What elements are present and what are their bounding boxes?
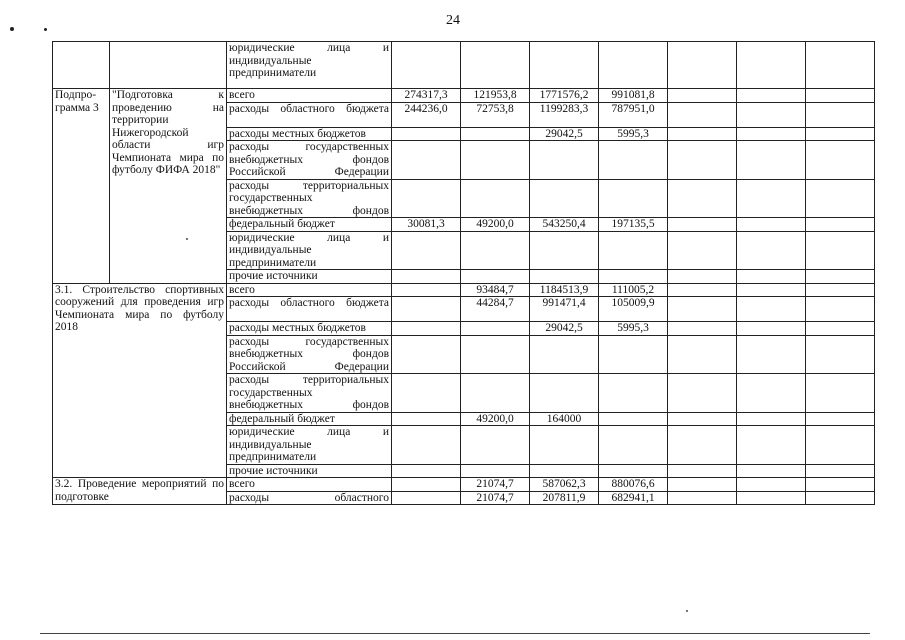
scan-speck [686,610,688,612]
empty-cell [668,464,737,478]
table-row [53,283,875,297]
page-bottom-rule [40,633,870,634]
value-cell [599,141,668,180]
value-cell [461,374,530,413]
value-cell [599,179,668,218]
empty-cell [668,426,737,465]
empty-cell [737,127,806,141]
value-cell: 44284,7 [461,297,530,322]
empty-cell [668,374,737,413]
value-cell: 21074,7 [461,478,530,492]
empty-cell [668,491,737,505]
empty-cell [392,42,461,89]
funding-source-cell: расходы местных бюджетов [227,127,392,141]
value-cell [392,426,461,465]
empty-cell [806,270,875,284]
empty-cell [668,478,737,492]
funding-source-cell: расходы местных бюджетов [227,322,392,336]
margin-dot-mark [44,28,47,31]
empty-cell [737,141,806,180]
value-cell: 787951,0 [599,102,668,127]
value-cell: 244236,0 [392,102,461,127]
empty-cell [737,102,806,127]
subprogram-name: "Подготовка к проведению на территории Нижегородской области игр Чемпионата мира по футболу ФИФА 2018" [110,89,227,284]
value-cell [392,478,461,492]
value-cell: 164000 [530,412,599,426]
empty-cell [737,42,806,89]
value-cell: 1771576,2 [530,89,599,103]
empty-cell [668,102,737,127]
value-cell [599,270,668,284]
empty-cell [668,297,737,322]
value-cell: 587062,3 [530,478,599,492]
value-cell: 105009,9 [599,297,668,322]
empty-cell [668,127,737,141]
funding-source-cell: юридические лица и индивидуальные предприниматели [227,231,392,270]
value-cell [461,322,530,336]
value-cell [392,335,461,374]
activity-name: 3.1. Строительство спортивных сооружений для проведения игр Чемпионата мира по футболу 2018 [53,283,227,478]
value-cell: 207811,9 [530,491,599,505]
subprogram-code: Подпро-грамма 3 [53,89,110,284]
value-cell: 543250,4 [530,218,599,232]
funding-source-cell: прочие источники [227,464,392,478]
empty-cell [530,42,599,89]
value-cell: 49200,0 [461,218,530,232]
value-cell [530,141,599,180]
funding-source-cell: юридические лица и индивидуальные предприниматели [227,42,392,89]
value-cell: 682941,1 [599,491,668,505]
value-cell: 121953,8 [461,89,530,103]
value-cell: 197135,5 [599,218,668,232]
value-cell: 29042,5 [530,322,599,336]
value-cell [530,335,599,374]
funding-source-cell: расходы областного бюджета [227,102,392,127]
value-cell [530,179,599,218]
empty-cell [668,179,737,218]
value-cell [461,141,530,180]
empty-cell [737,322,806,336]
empty-cell [806,42,875,89]
empty-cell [806,322,875,336]
page-number: 24 [446,13,460,28]
empty-cell [806,297,875,322]
value-cell: 880076,6 [599,478,668,492]
value-cell [461,335,530,374]
value-cell [599,412,668,426]
table-row [53,89,875,103]
empty-cell [806,426,875,465]
empty-cell [668,335,737,374]
value-cell: 49200,0 [461,412,530,426]
funding-source-cell: расходы областного бюджета [227,297,392,322]
empty-cell [668,42,737,89]
value-cell [461,179,530,218]
empty-cell [668,322,737,336]
value-cell: 111005,2 [599,283,668,297]
empty-cell [668,218,737,232]
margin-dot-mark [10,27,14,31]
empty-cell [737,426,806,465]
budget-table-body [53,42,875,505]
value-cell: 30081,3 [392,218,461,232]
value-cell [392,283,461,297]
funding-source-cell: всего [227,478,392,492]
value-cell: 1184513,9 [530,283,599,297]
empty-cell [668,270,737,284]
value-cell: 72753,8 [461,102,530,127]
value-cell: 991471,4 [530,297,599,322]
empty-cell [737,412,806,426]
value-cell [392,141,461,180]
budget-table [52,41,875,505]
funding-source-cell: всего [227,89,392,103]
empty-cell [806,218,875,232]
empty-cell [737,270,806,284]
empty-cell [806,491,875,505]
value-cell [392,464,461,478]
empty-cell [737,179,806,218]
empty-cell [668,412,737,426]
empty-cell [806,231,875,270]
empty-cell [737,478,806,492]
empty-cell [737,297,806,322]
value-cell [392,179,461,218]
value-cell [599,335,668,374]
value-cell: 5995,3 [599,322,668,336]
funding-source-cell: всего [227,283,392,297]
value-cell [530,464,599,478]
value-cell [461,270,530,284]
value-cell [530,270,599,284]
empty-cell [668,283,737,297]
funding-source-cell: расходы территориальных государственных внебюджетных фондов [227,374,392,413]
value-cell [599,374,668,413]
empty-cell [737,491,806,505]
empty-cell [737,89,806,103]
empty-cell [737,374,806,413]
funding-source-cell: расходы областного [227,491,392,505]
value-cell: 5995,3 [599,127,668,141]
value-cell [599,426,668,465]
empty-cell [806,89,875,103]
value-cell [392,127,461,141]
value-cell [461,426,530,465]
empty-cell [110,42,227,89]
empty-cell [668,231,737,270]
value-cell: 274317,3 [392,89,461,103]
funding-source-cell: федеральный бюджет [227,218,392,232]
empty-cell [737,218,806,232]
funding-source-cell: прочие источники [227,270,392,284]
value-cell [461,231,530,270]
empty-cell [806,141,875,180]
empty-cell [806,335,875,374]
funding-source-cell: расходы государственных внебюджетных фондов Российской Федерации [227,335,392,374]
empty-cell [806,127,875,141]
value-cell [461,464,530,478]
value-cell [392,270,461,284]
value-cell [392,412,461,426]
empty-cell [806,102,875,127]
funding-source-cell: федеральный бюджет [227,412,392,426]
empty-cell [806,179,875,218]
activity-name: 3.2. Проведение мероприятий по подготовке [53,478,227,505]
value-cell: 991081,8 [599,89,668,103]
empty-cell [737,283,806,297]
value-cell [392,491,461,505]
value-cell: 1199283,3 [530,102,599,127]
empty-cell [737,464,806,478]
value-cell [392,322,461,336]
empty-cell [461,42,530,89]
funding-source-cell: расходы государственных внебюджетных фондов Российской Федерации [227,141,392,180]
empty-cell [53,42,110,89]
empty-cell [737,335,806,374]
value-cell [530,231,599,270]
empty-cell [737,231,806,270]
empty-cell [599,42,668,89]
empty-cell [806,478,875,492]
empty-cell [806,374,875,413]
empty-cell [806,464,875,478]
value-cell [530,426,599,465]
empty-cell [668,141,737,180]
value-cell [461,127,530,141]
value-cell [392,374,461,413]
table-row [53,42,875,89]
value-cell: 93484,7 [461,283,530,297]
empty-cell [806,412,875,426]
funding-source-cell: расходы территориальных государственных внебюджетных фондов [227,179,392,218]
value-cell [530,374,599,413]
value-cell: 21074,7 [461,491,530,505]
empty-cell [806,283,875,297]
value-cell [599,231,668,270]
empty-cell [668,89,737,103]
value-cell [392,297,461,322]
value-cell [392,231,461,270]
table-row [53,478,875,492]
value-cell [599,464,668,478]
funding-source-cell: юридические лица и индивидуальные предприниматели [227,426,392,465]
value-cell: 29042,5 [530,127,599,141]
